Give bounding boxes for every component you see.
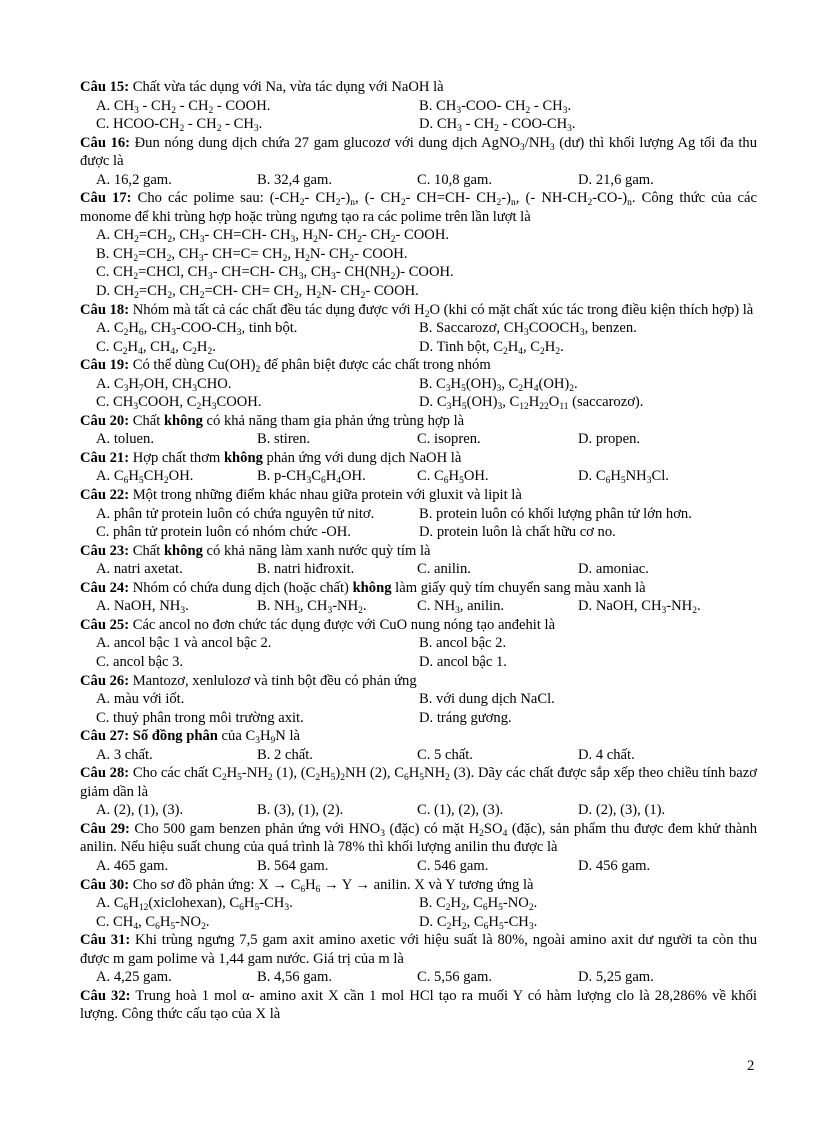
answer-options — [80, 857, 757, 876]
answer-option: B. với dung dịch NaCl. — [419, 691, 555, 708]
question-block — [80, 486, 757, 542]
answer-option: A. natri axetat. — [96, 561, 183, 578]
question-label: Câu 21: — [80, 449, 130, 466]
question-block — [80, 727, 757, 764]
answer-option: C. $C_6H_5OH$. — [417, 468, 489, 487]
question-label: Câu 28: — [80, 765, 130, 782]
answer-option: D. 21,6 gam. — [578, 171, 654, 188]
answer-option: A. màu với iốt. — [96, 691, 185, 708]
question-label: Câu 31: — [80, 932, 131, 949]
answer-option: C. isopren. — [417, 431, 481, 448]
answer-option: D. tráng gương. — [419, 709, 512, 726]
answer-option: B. 4,56 gam. — [257, 969, 332, 986]
question-text: Các ancol no đơn chức tác dụng được với CuO nung nóng tạo anđehit là — [129, 616, 556, 633]
question-text: Đun nóng dung dịch chứa 27 gam glucozơ với dung dịch $AgNO_3/NH_3$ (dư) thì khối lượng Ag tối đa thu được là — [80, 134, 757, 170]
question-stem — [80, 486, 757, 505]
answer-options — [80, 597, 757, 616]
answer-option: D. $CH_2=CH_2$, $CH_2=CH-$ $CH= CH_2$, $H_2N-$ $CH_2-$ COOH. — [96, 283, 419, 302]
answer-option: A. $CH_3 - CH_2 - CH_2$ - COOH. — [96, 97, 271, 116]
question-stem — [80, 134, 757, 171]
question-block — [80, 987, 757, 1024]
answer-option: C. 10,8 gam. — [417, 171, 492, 188]
answer-options — [80, 97, 757, 134]
question-block — [80, 764, 757, 820]
answer-option: C. $CH_2=CHCl$, $CH_3-$ CH=CH- $CH_3$, $CH_3-$ $CH(NH_2)-$ COOH. — [96, 264, 454, 283]
answer-option: C. $CH_4$, $C_6H_5-NO_2$. — [96, 913, 210, 932]
answer-option: B. $C_3H_5(OH)_3$, $C_2H_4(OH)_2$. — [419, 375, 578, 394]
answer-options — [80, 171, 757, 190]
question-label: Câu 18: — [80, 301, 130, 318]
question-stem — [80, 412, 757, 431]
question-label: Câu 32: — [80, 987, 131, 1004]
answer-option: D. $C_2H_2$, $C_6H_5-CH_3$. — [419, 913, 538, 932]
answer-option: A. ancol bậc 1 và ancol bậc 2. — [96, 635, 272, 652]
question-label: Câu 26: — [80, 672, 130, 689]
question-label: Câu 15: — [80, 79, 130, 95]
answer-option: A. 465 gam. — [96, 857, 169, 874]
answer-option: A. $C_6H_5CH_2OH$. — [96, 468, 194, 487]
answer-option: D. 456 gam. — [578, 857, 651, 874]
answer-options — [80, 560, 757, 579]
answer-option: C. $CH_3COOH$, $C_2H_3COOH$. — [96, 394, 262, 413]
answer-option: B. $NH_3$, $CH_3-NH_2$. — [257, 598, 367, 617]
answer-option: C. HCOO-$CH_2 - CH_2 - CH_3$. — [96, 116, 263, 135]
question-label: Câu 23: — [80, 542, 130, 559]
answer-option: A. $C_3H_7OH$, $CH_3CHO$. — [96, 375, 232, 394]
answer-option: B. ancol bậc 2. — [419, 635, 507, 652]
answer-option: D. (2), (3), (1). — [578, 802, 666, 819]
question-stem — [80, 672, 757, 691]
answer-option: B. $p-CH_3C_6H_4OH$. — [257, 468, 366, 487]
answer-option: B. stiren. — [257, 431, 311, 448]
answer-option: B. $C_2H_2$, $C_6H_5-NO_2$. — [419, 895, 538, 914]
question-text: Cho các polime sau: ($-CH_2-$ $CH_2-)_n$, (- $CH_2-$ CH=CH- $CH_2-)_n$, (- $NH-CH_2-CO-)_n$. Công thức của các monome để khi trùng hợp hoặc trùng ngưng tạo ra các polime trên lần lượt là — [80, 190, 757, 225]
question-stem — [80, 78, 757, 97]
question-block — [80, 412, 757, 449]
question-block — [80, 616, 757, 672]
question-text: Nhóm có chứa dung dịch (hoặc chất) không làm giấy quỳ tím chuyển sang màu xanh là — [129, 579, 646, 596]
question-block — [80, 449, 757, 486]
answer-option: A. 4,25 gam. — [96, 969, 172, 986]
question-stem — [80, 820, 757, 857]
question-block — [80, 542, 757, 579]
answer-option: C. $NH_3$, anilin. — [417, 598, 505, 617]
question-stem — [80, 987, 757, 1024]
answer-options — [80, 801, 757, 820]
answer-option: C. 546 gam. — [417, 857, 489, 874]
question-label: Câu 25: — [80, 616, 130, 633]
question-block — [80, 189, 757, 300]
question-stem — [80, 579, 757, 598]
answer-option: D. Tinh bột, $C_2H_4$, $C_2H_2$. — [419, 338, 564, 357]
question-block — [80, 134, 757, 190]
question-text: Cho sơ đồ phản ứng: $X \to C_6H_6 \to Y$ → anilin. X và Y tương ứng là — [129, 876, 534, 895]
question-block — [80, 820, 757, 876]
answer-option: B. $CH_3-COO-$ $CH_2 - CH_3$. — [419, 97, 572, 116]
answer-option: C. phân tử protein luôn có nhóm chức -OH. — [96, 524, 351, 541]
answer-option: B. $CH_2=CH_2$, $CH_3-$ $CH=C= CH_2$, $H_2N-$ $CH_2-$ COOH. — [96, 245, 408, 264]
answer-options — [80, 968, 757, 987]
question-label: Câu 20: — [80, 412, 130, 429]
answer-option: D. protein luôn là chất hữu cơ no. — [419, 524, 616, 541]
answer-options — [80, 467, 757, 486]
answer-options — [80, 430, 757, 449]
question-text: Nhóm mà tất cả các chất đều tác dụng được với $H_2O$ (khi có mặt chất xúc tác trong điều kiện thích hợp) là — [129, 301, 754, 320]
answer-options — [80, 226, 757, 300]
answer-option: B. (3), (1), (2). — [257, 802, 344, 819]
question-label: Câu 27: — [80, 728, 130, 745]
question-stem — [80, 449, 757, 468]
answer-option: B. 564 gam. — [257, 857, 329, 874]
answer-options — [80, 690, 757, 727]
answer-option: B. 32,4 gam. — [257, 171, 332, 188]
answer-option: A. $C_6H_{12}(xiclohexan)$, $C_6H_5-CH_3$. — [96, 895, 293, 914]
question-text: Cho các chất $C_2H_5-NH_2$ (1), $(C_2H_5)_2NH$ (2), $C_6H_5NH_2$ (3). Dãy các chất được sắp xếp theo chiều tính bazơ giảm dần là — [80, 765, 757, 800]
question-label: Câu 24: — [80, 579, 130, 596]
question-text: Chất không có khả năng làm xanh nước quỳ tím là — [129, 542, 431, 559]
question-text: Chất vừa tác dụng với Na, vừa tác dụng với NaOH là — [129, 79, 444, 95]
question-block — [80, 579, 757, 616]
question-text: Cho 500 gam benzen phản ứng với $HNO_3$ (đặc) có mặt $H_2SO_4$ (đặc), sản phẩm thu được đem khử thành anilin. Nếu hiệu suất chung của quá trình là 78% thì khối lượng anilin thu được là — [80, 820, 757, 856]
answer-option: A. NaOH, $NH_3$. — [96, 598, 189, 617]
question-text: Khi trùng ngưng 7,5 gam axit amino axetic với hiệu suất là 80%, ngoài amino axit dư người ta còn thu được m gam polime và 1,44 gam nước. Giá trị của m là — [80, 932, 757, 967]
answer-options — [80, 894, 757, 931]
answer-option: D. $C_3H_5(OH)_3$, $C_{12}H_{22}O_{11}$ (saccarozơ). — [419, 394, 644, 413]
answer-options — [80, 634, 757, 671]
question-text: Chất không có khả năng tham gia phản ứng trùng hợp là — [129, 412, 465, 429]
answer-option: C. 5 chất. — [417, 746, 473, 763]
answer-option: B. natri hiđroxit. — [257, 561, 355, 578]
answer-option: D. amoniac. — [578, 561, 649, 578]
answer-options — [80, 375, 757, 412]
answer-option: B. 2 chất. — [257, 746, 313, 763]
answer-option: D. ancol bậc 1. — [419, 653, 507, 670]
answer-option: A. 3 chất. — [96, 746, 153, 763]
answer-option: D. $CH_3 - CH_2 - COO-CH_3$. — [419, 116, 576, 135]
exam-page — [80, 78, 757, 1024]
page-number: 2 — [747, 1058, 755, 1074]
question-label: Câu 29: — [80, 820, 130, 837]
answer-option: D. 4 chất. — [578, 746, 635, 763]
answer-option: B. Saccarozơ, $CH_3COOCH_3$, benzen. — [419, 320, 637, 339]
answer-option: A. $C_2H_6$, $CH_3-COO-CH_3$, tinh bột. — [96, 320, 298, 339]
answer-option: C. thuỷ phân trong môi trường axit. — [96, 709, 304, 726]
question-block — [80, 876, 757, 932]
question-text: Số đồng phân của $C_3H_9N$ là — [132, 728, 300, 747]
answer-options — [80, 505, 757, 542]
answer-option: B. protein luôn có khối lượng phân tử lớn hơn. — [419, 505, 692, 522]
question-stem — [80, 189, 757, 226]
answer-option: C. $C_2H_4$, $CH_4$, $C_2H_2$. — [96, 338, 216, 357]
answer-option: C. (1), (2), (3). — [417, 802, 504, 819]
question-block — [80, 301, 757, 357]
question-label: Câu 30: — [80, 876, 130, 893]
question-block — [80, 78, 757, 134]
answer-option: C. anilin. — [417, 561, 471, 578]
answer-option: A. $CH_2=CH_2$, $CH_3-$ CH=CH- $CH_3$, $H_2N-$ $CH_2-$ $CH_2-$ COOH. — [96, 227, 450, 246]
answer-option: D. 5,25 gam. — [578, 969, 654, 986]
answer-option: A. toluen. — [96, 431, 154, 448]
question-stem — [80, 542, 757, 561]
question-block — [80, 356, 757, 412]
question-label: Câu 16: — [80, 134, 131, 151]
question-text: Mantozơ, xenlulozơ và tinh bột đều có phản ứng — [129, 672, 417, 689]
answer-option: C. 5,56 gam. — [417, 969, 492, 986]
answer-option: A. (2), (1), (3). — [96, 802, 184, 819]
question-stem — [80, 727, 757, 746]
answer-option: A. phân tử protein luôn có chứa nguyên tử nitơ. — [96, 505, 375, 522]
question-text: Trung hoà 1 mol α- amino axit X cần 1 mol HCl tạo ra muối Y có hàm lượng clo là 28,286% về khối lượng. Công thức cấu tạo của X là — [80, 987, 757, 1023]
answer-options — [80, 319, 757, 356]
question-stem — [80, 876, 757, 895]
question-label: Câu 17: — [80, 190, 132, 207]
answer-option: A. 16,2 gam. — [96, 171, 172, 188]
answer-option: D. NaOH, $CH_3-NH_2$. — [578, 598, 701, 617]
question-text: Hợp chất thơm không phản ứng với dung dịch NaOH là — [129, 449, 462, 466]
question-stem — [80, 931, 757, 968]
question-label: Câu 19: — [80, 357, 130, 374]
question-stem — [80, 764, 757, 801]
question-stem — [80, 301, 757, 320]
question-stem — [80, 356, 757, 375]
question-text: Một trong những điểm khác nhau giữa protein với gluxit và lipit là — [129, 487, 522, 504]
answer-option: D. $C_6H_5NH_3Cl$. — [578, 468, 669, 487]
question-label: Câu 22: — [80, 487, 130, 504]
question-block — [80, 931, 757, 987]
answer-option: D. propen. — [578, 431, 641, 448]
answer-option: C. ancol bậc 3. — [96, 653, 184, 670]
question-stem — [80, 616, 757, 635]
question-text: Có thể dùng $Cu(OH)_2$ để phân biệt được các chất trong nhóm — [129, 357, 491, 376]
question-block — [80, 672, 757, 728]
answer-options — [80, 746, 757, 765]
